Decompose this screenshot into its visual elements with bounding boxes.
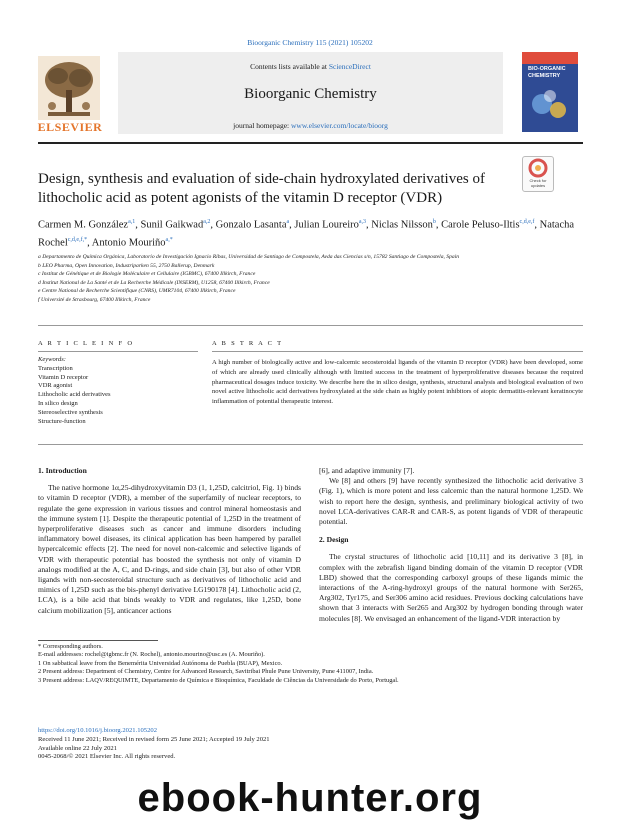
footnote: * Corresponding authors. [38,643,103,650]
author-list [38,215,583,250]
introduction-heading: 1. Introduction [38,466,87,475]
author-separator: , [289,219,295,231]
affiliation-line: f Université de Strasbourg, 67400 Illkirch, France [38,296,151,303]
affiliation-line: b LEO Pharma, Open Innovation, Industriparken 55, 2750 Ballerup, Denmark [38,262,215,269]
keywords-list [38,365,198,427]
intro-paragraph-2: We [8] and others [9] have recently synthesized the lithocholic acid derivative 3 (Fig. 1), which is more potent and less calcemic than the natural hormone 1,25D. We wish to report here the design, synthesis, and preliminary biological activity of two novel LCA-derivatives CAR-R and CAR-S, as potent ligands of VDR of therapeutic potential. [319,476,583,527]
author-separator: , [435,219,442,231]
article-info-heading: A R T I C L E I N F O [38,340,134,347]
watermark: ebook-hunter.org [137,776,483,820]
design-paragraph: The crystal structures of lithocholic acid [10,11] and its derivative 3 [8], in complex with the zebrafish ligand binding domain of the vitamin D receptor (VDR LBD) showed that the corresponding carboxyl groups of these ligands mimic the interactions of the A-ring-hydroxyl groups of the natural hormone with Ser265, Arg302, Tyr175, and Ser306 amino acid residues. Previous docking calculations have shown that 3 interacts with Ser265 and Arg302 by hydrogen bonding through water molecules [8]. We envisaged an enhancement of the ligand-VDR interaction by [319,552,583,623]
author-name[interactable]: Carmen M. González [38,219,129,231]
footnotes [38,643,583,685]
author-affiliation-marker[interactable]: a [286,219,290,225]
journal-cover-image [522,52,578,132]
keyword: VDR agonist [38,382,73,390]
footnote-rule [38,640,158,641]
journal-reference[interactable]: Bioorganic Chemistry 115 (2021) 105202 [247,38,373,47]
abstract-heading: A B S T R A C T [212,340,283,347]
cover-title: BIO-ORGANIC CHEMISTRY [528,66,566,79]
footnote: 2 Present address: Department of Chemistry, Centre for Advanced Research, Savitribai Phule Pune University, Pune 411007, India. [38,668,374,676]
intro-continuation: [6], and adaptive immunity [7]. [319,466,415,475]
elsevier-tree-logo-icon [38,56,100,120]
right-column [319,466,583,624]
footnote: E-mail addresses: rochel@igbmc.fr (N. Rochel), antonio.mourino@usc.es (A. Mouriño). [38,651,265,659]
contents-line [118,62,503,71]
keyword: Transcription [38,364,73,372]
author-affiliation-marker[interactable]: a,* [165,236,173,243]
header-rule [38,142,583,144]
affiliation-line: d Institut National de La Santé et de La Recherche Médicale (INSERM), U1258, 67400 Illkirch, France [38,279,270,286]
doi-link[interactable]: https://doi.org/10.1016/j.bioorg.2021.105202 [38,727,157,734]
affiliations [38,253,583,305]
footnote: 3 Present address: LAQV/REQUIMTE, Departamento de Química e Bioquímica, Faculdade de Ciências da Universidade do Porto, Portugal. [38,676,399,684]
received-dates: Received 11 June 2021; Received in revised form 25 June 2021; Accepted 19 July 2021 [38,735,270,743]
affiliations-rule [38,325,583,326]
journal-name: Bioorganic Chemistry [244,86,377,102]
affiliation-line: a Departamento de Química Orgánica, Laboratorio de Investigación Ignacio Ribas, Universidad de Santiago de Compostela, Avda das Ciencias s/n, 15782 Santiago de Compostela, Spain [38,254,460,260]
author-name[interactable]: Natacha Rochel [38,219,575,248]
affiliation-line: e Centre National de Recherche Scientifique (CNRS), UMR7104, 67400 Illkirch, France [38,288,236,295]
contents-prefix: Contents lists available at [250,62,329,71]
author-affiliation-marker[interactable]: b [432,219,436,225]
copyright: 0045-2068/© 2021 Elsevier Inc. All rights reserved. [38,753,176,761]
author-name[interactable]: Sunil Gaikwad [140,219,204,231]
author-name[interactable]: Antonio Mouriño [91,237,166,248]
author-separator: , [135,219,141,231]
affiliation-line: c Institut de Génétique et de Biologie Moléculaire et Cellulaire (IGBMC), 67400 Illkirch, France [38,271,256,278]
abstract-bottom-rule [38,444,583,445]
keyword: Lithocholic acid derivatives [38,391,111,399]
abstract-text: A high number of biologically active and low-calcemic secosteroidal ligands of the vitamin D receptor (VDR) have been developed, some of which are already used clinically although with limited success in the treatment of hyperproliferative diseases because the required pharmaceutical dosages induce toxicity. We describe here the in silico design, synthesis, structural analysis and biological evaluation of two novel active lithocholic acid derivatives hydroxylated at the side chain as highly potent inhibitors of atopic dermatitis-relevant keratinocyte inflammation of potential therapeutic interest. [212,359,583,406]
left-column [38,466,301,616]
keyword: Structure-function [38,417,86,425]
available-online: Available online 22 July 2021 [38,744,117,752]
publisher-name: ELSEVIER [37,120,103,134]
article-title: Design, synthesis and evaluation of side-chain hydroxylated derivatives of lithocholic acid as potent agonists of the vitamin D receptor (VDR) [38,171,485,206]
author-separator: , [87,237,92,248]
author-name[interactable]: Julian Loureiro [294,219,359,231]
keyword: In silico design [38,399,78,407]
design-heading: 2. Design [319,535,349,545]
abstract-rule [212,351,583,352]
check-updates-icon [523,157,553,179]
check-for-updates-label: Check for updates [529,178,547,188]
footnote: 1 On sabbatical leave from the Benemérita Universidad Autónoma de Puebla (BUAP), Mexico. [38,659,283,667]
author-separator: , [210,219,216,231]
author-affiliation-marker[interactable]: a,2 [203,219,211,225]
author-affiliation-marker[interactable]: a,3 [358,219,367,225]
keyword: Stereoselective synthesis [38,408,103,416]
author-separator: , [534,219,540,231]
keywords-block [38,356,198,426]
author-name[interactable]: Niclas Nilsson [371,219,433,231]
introduction-paragraph: The native hormone 1α,25-dihydroxyvitamin D3 (1, 1,25D, calcitriol, Fig. 1) binds to vitamin D receptor (VDR), a member of the superfamily of nuclear receptors, to regulate the gene expression in various tissues and control mineral homeostasis and the immune system [1]. Despite the therapeutic potential of 1,25D in the treatment of hyperproliferative diseases such as cancer and immune disorders including inflammatory bowel diseases, its clinical application has been hampered by parallel hypercalcemic effects [2]. The need for novel non-calcemic and selective ligands of VDR with therapeutic potential has boosted the synthesis not only of vitamin D analogs modified at the A, C, and D-rings, and side chain [3], but also of other VDR ligands with non-secosteroidal structure such as derivatives of lithocholic acid and mimics of 1,25D such as the bis-phenyl derivative LG190178 [4]. Lithocholic acid (2, LCA), is a bile acid that binds weakly to VDR and regulates, like 1,25D, bone calcium mobilization [5], anticancer actions [38,483,301,615]
homepage-prefix: journal homepage: [233,121,292,130]
author-affiliation-marker[interactable]: c,d,e,f [519,219,535,225]
author-separator: , [366,219,372,231]
homepage-link[interactable]: www.elsevier.com/locate/bioorg [291,121,388,130]
author-name[interactable]: Carole Peluso-Iltis [441,219,520,231]
article-info-rule [38,351,198,352]
keywords-label: Keywords: [38,356,66,363]
publication-info [38,727,583,762]
author-name[interactable]: Gonzalo Lasanta [215,219,287,231]
keyword: Vitamin D receptor [38,373,89,381]
author-affiliation-marker[interactable]: a,1 [128,219,136,225]
author-affiliation-marker[interactable]: c,d,e,f,* [67,236,88,243]
sciencedirect-link[interactable]: ScienceDirect [328,62,371,71]
homepage-line [118,121,503,130]
cover-graphic-icon [522,52,578,132]
